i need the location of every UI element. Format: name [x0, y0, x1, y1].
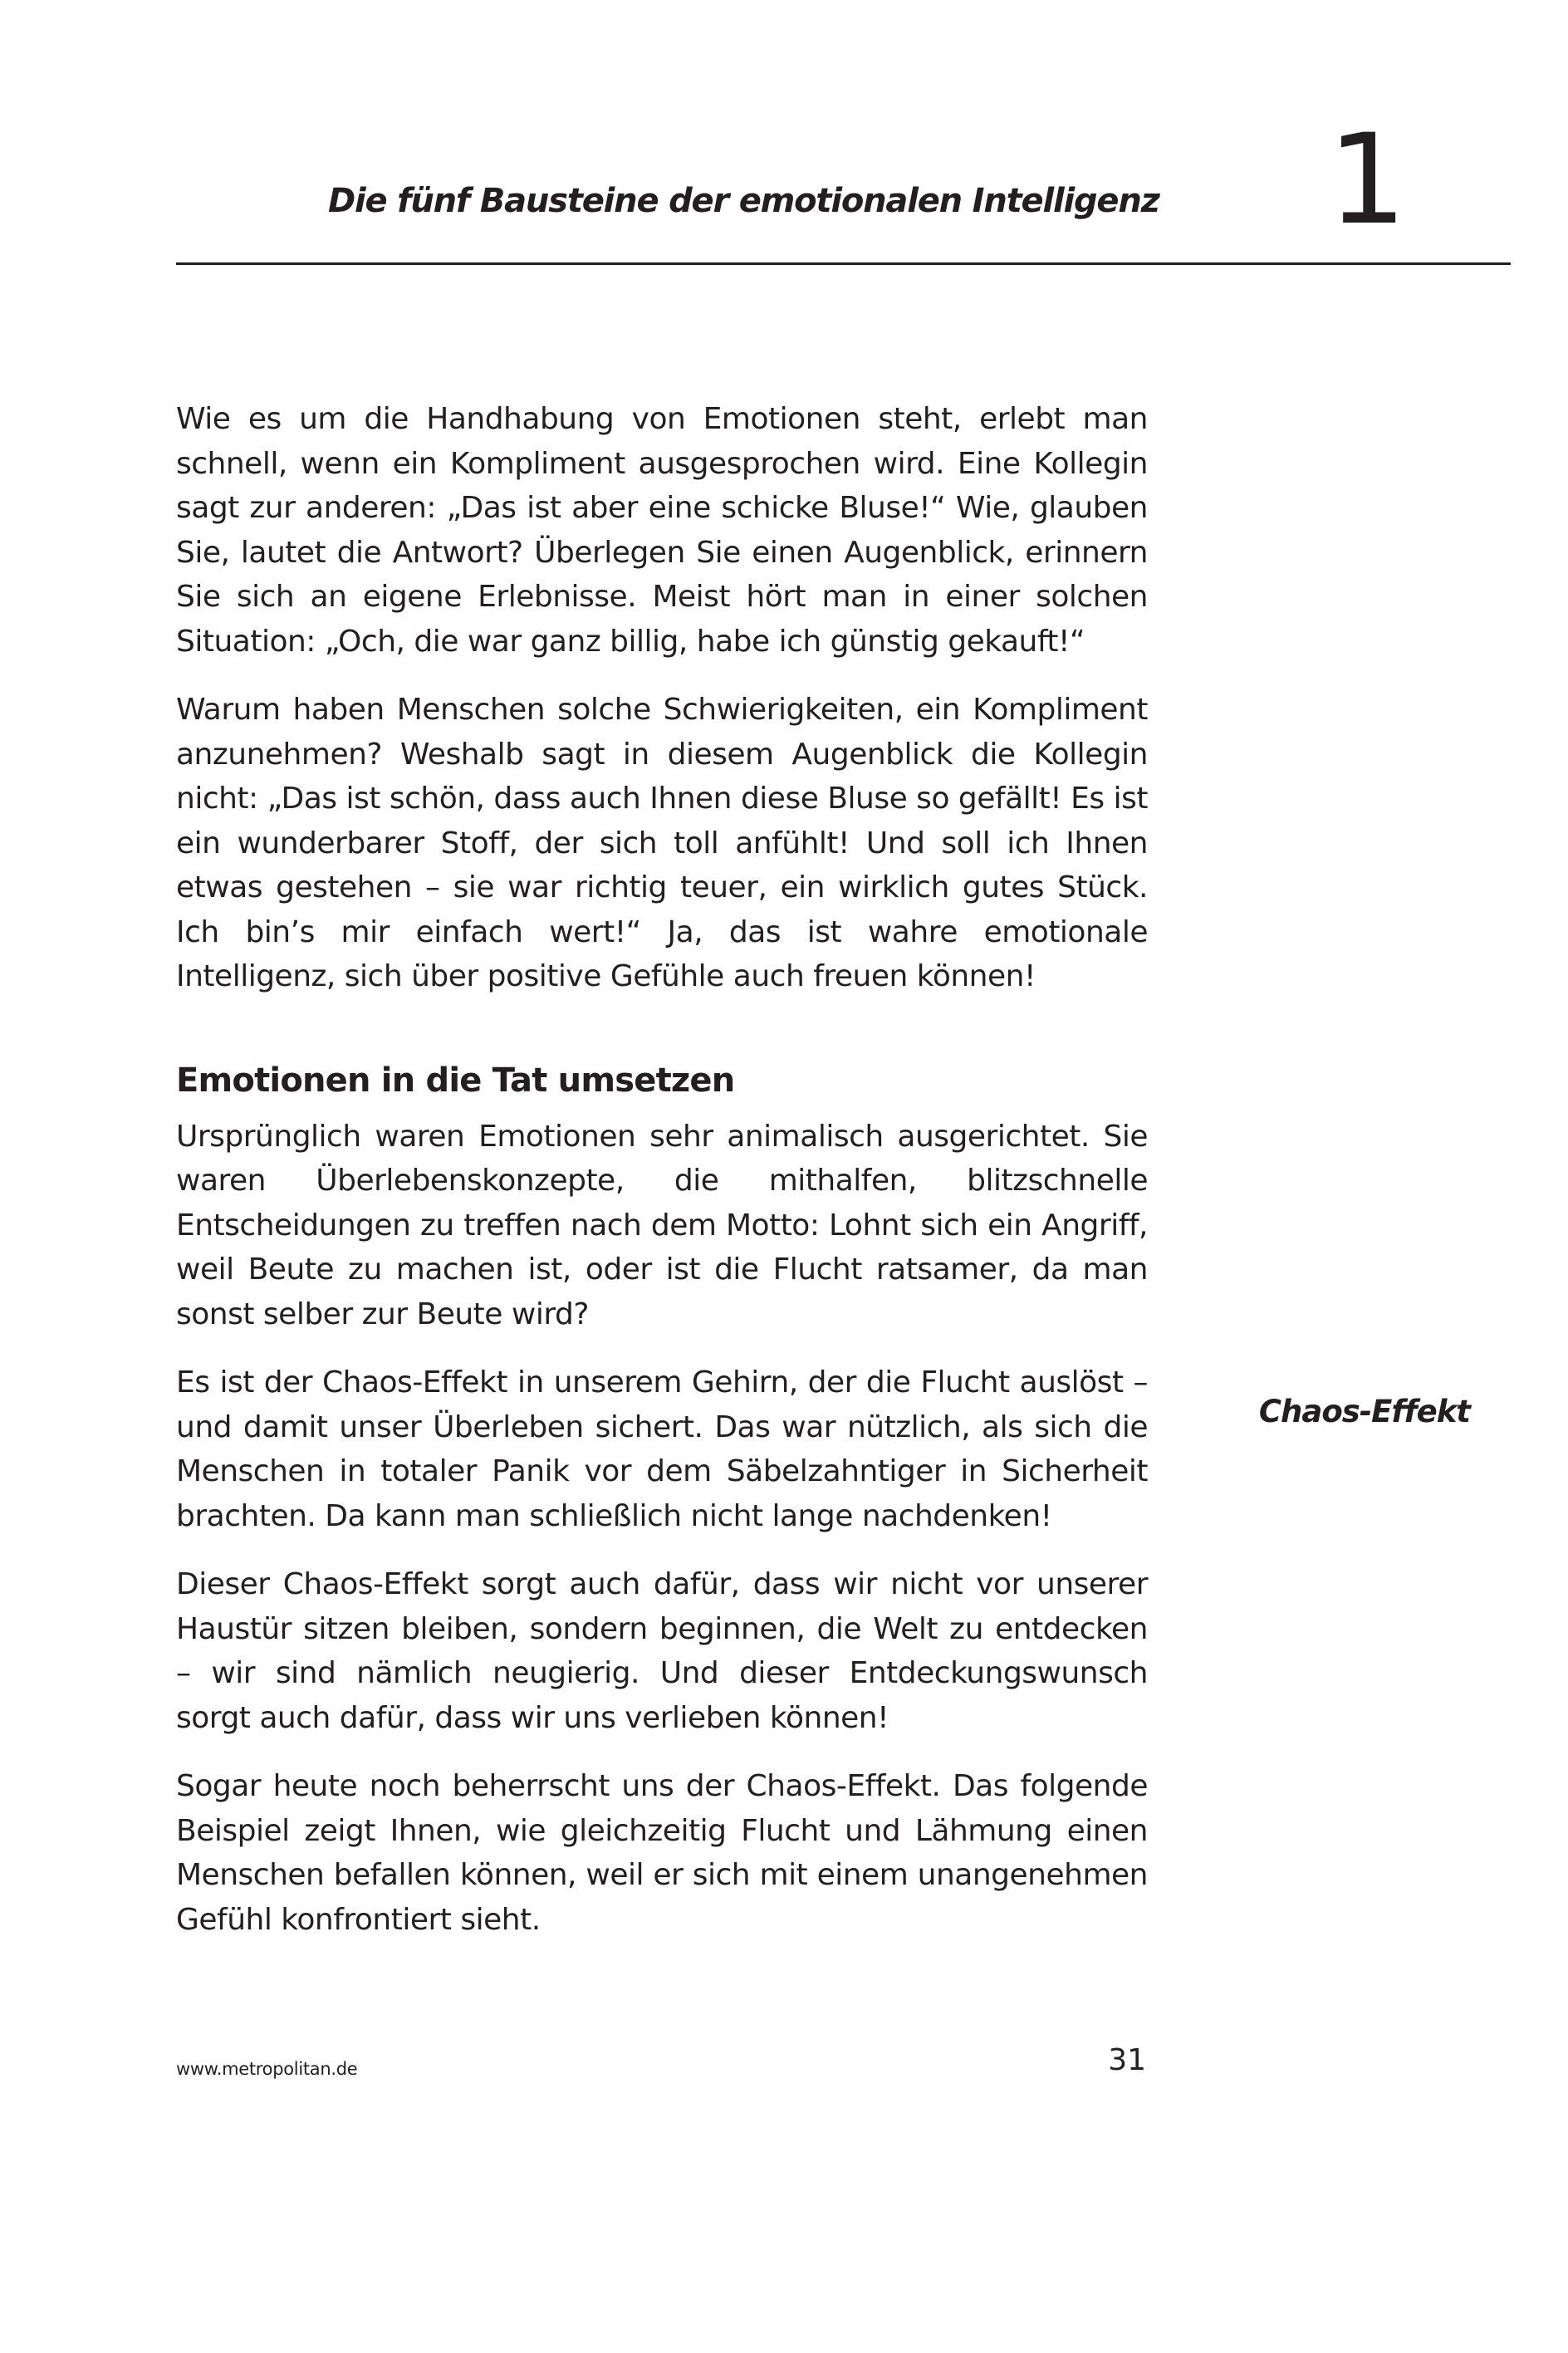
- paragraph-survival-concepts: Ursprünglich waren Emotionen sehr animalisch ausgerichtet. Sie waren Überlebenskonzepte, die mithalfen, blitzschnelle Entscheidungen zu treffen nach dem Motto: Lohnt sich ein Angriff, weil Beute zu machen ist, oder ist die Flucht ratsamer, da man sonst selber zur Beute wird?: [176, 1119, 1148, 1331]
- page-number: 31: [1108, 2043, 1146, 2077]
- paragraph-example-intro: Sogar heute noch beherrscht uns der Chaos-Effekt. Das folgende Beispiel zeigt Ihnen, wie gleichzeitig Flucht und Lähmung einen Menschen befallen können, weil er sich mit einem unangenehmen Gefühl konfrontiert sieht.: [176, 1769, 1148, 1937]
- chapter-number: 1: [1327, 108, 1404, 252]
- section-heading: Emotionen in die Tat umsetzen: [176, 1061, 735, 1100]
- margin-note-keyword: Chaos-Effekt: [1258, 1394, 1470, 1429]
- running-header-title: Die fünf Bausteine der emotionalen Intelligenz: [328, 182, 1159, 220]
- main-text-column: [176, 397, 1148, 1966]
- paragraph-chaos-effect: Es ist der Chaos-Effekt in unserem Gehirn, der die Flucht auslöst – und damit unser Überleben sichert. Das war nützlich, als sich die Menschen in totaler Panik vor dem Säbelzahntiger in Sicherheit brachten. Da kann man schließlich nicht lange nachdenken!: [176, 1365, 1148, 1533]
- paragraph-curiosity: Dieser Chaos-Effekt sorgt auch dafür, dass wir nicht vor unserer Haustür sitzen bleiben, sondern beginnen, die Welt zu entdecken – wir sind nämlich neugierig. Und dieser Entdeckungswunsch sorgt auch dafür, dass wir uns verlieben können!: [176, 1567, 1148, 1735]
- paragraph-compliment-intro: Wie es um die Handhabung von Emotionen steht, erlebt man schnell, wenn ein Kompliment ausgesprochen wird. Eine Kollegin sagt zur anderen: „Das ist aber eine schicke Bluse!“ Wie, glauben Sie, lautet die Antwort? Überlegen Sie einen Augenblick, erinnern Sie sich an eigene Erlebnisse. Meist hört man in einer solchen Situation: „Och, die war ganz billig, habe ich günstig gekauft!“: [176, 402, 1148, 659]
- footer-url: www.metropolitan.de: [176, 2059, 358, 2079]
- header-divider: [176, 262, 1511, 265]
- paragraph-compliment-reaction: Warum haben Menschen solche Schwierigkeiten, ein Kompliment anzunehmen? Weshalb sagt in diesem Augenblick die Kollegin nicht: „Das ist schön, dass auch Ihnen diese Bluse so gefällt! Es ist ein wunderbarer Stoff, der sich toll anfühlt! Und soll ich Ihnen etwas gestehen – sie war richtig teuer, ein wirklich gutes Stück. Ich bin’s mir einfach wert!“ Ja, das ist wahre emotionale Intelligenz, sich über positive Gefühle auch freuen können!: [176, 693, 1148, 993]
